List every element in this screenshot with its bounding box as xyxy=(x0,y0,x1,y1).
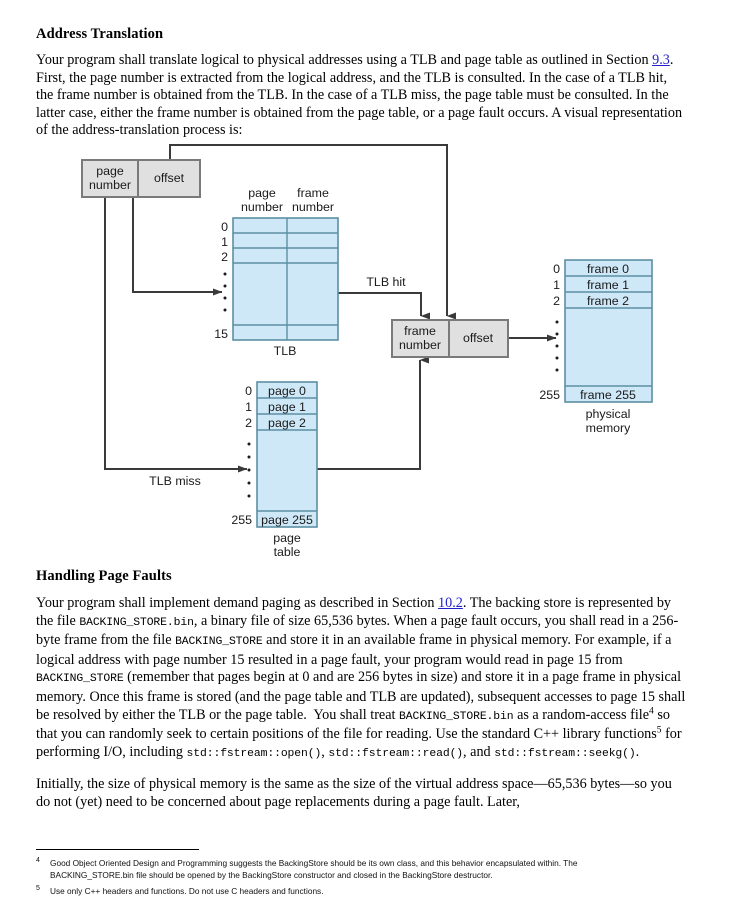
page-table-row-1: page 1 xyxy=(268,400,306,414)
paragraph-handling-page-faults: Your program shall implement demand paging as described in Section 10.2. The backing store is represented by the file BACKING_STORE.bin, a binary file of size 65,536 bytes. When a page fault occurs, you shall read in a 256-byte frame from the file BACKING_STORE and store it in an available frame in physical memory. For example, if a logical address with page number 15 resulted in a page fault, your program would read in page 15 from BACKING_STORE (remember that pages begin at 0 and are 256 bytes in size) and store it in a page frame in physical memory. Once this frame is stored (and the page table and TLB are updated), subsequent accesses to page 15 shall be resolved by either the TLB or the page table. You shall treat BACKING_STORE.bin as a random-access file$^4$ so that you can randomly seek to certain positions of the file for reading. Use the standard C++ library functions$^5$ for performing I/O, including std::fstream::open(), std::fstream::read(), and std::fstream::seekg(). xyxy=(36,595,686,760)
tlb-row-label-0: 0 xyxy=(221,220,228,234)
page-table-index-0: 0 xyxy=(245,384,252,398)
footnote-separator xyxy=(36,849,199,850)
footnote-5-marker: 5 xyxy=(36,885,40,892)
footnote-4-marker: 4 xyxy=(36,857,40,864)
physical-memory-index-1: 1 xyxy=(553,278,560,292)
page-table-ellipsis xyxy=(248,443,251,498)
page-table-row-255: page 255 xyxy=(261,513,313,527)
footnote-5 xyxy=(36,883,696,897)
tlb-miss-label: TLB miss xyxy=(149,474,201,488)
tlb-row-label-1: 1 xyxy=(221,235,228,249)
physical-offset-label: offset xyxy=(462,331,494,345)
tlb-row-label-15: 15 xyxy=(214,327,228,341)
page-table xyxy=(231,382,317,559)
logical-page-number-label-line1: page xyxy=(96,164,124,178)
physical-memory-row-2: frame 2 xyxy=(586,294,630,308)
tlb-col2-header-line2: number xyxy=(291,200,335,214)
page-table-caption-line2: table xyxy=(273,545,301,559)
logical-offset-label: offset xyxy=(153,171,185,185)
physical-memory-row-255: frame 255 xyxy=(580,388,636,402)
physical-memory-caption-line2: memory xyxy=(585,421,631,435)
paragraph-physical-memory-size: Initially, the size of physical memory is the same as the size of the virtual address space—65,536 bytes—so you do not (yet) need to be concerned about page replacements during a page fault. Later, xyxy=(36,776,672,810)
physical-memory-index-2: 2 xyxy=(553,294,560,308)
tlb-col1-header-line2: number xyxy=(240,200,284,214)
physical-address-box xyxy=(392,320,508,357)
heading-handling-page-faults: Handling Page Faults xyxy=(36,568,172,584)
tlb-row-label-2: 2 xyxy=(221,250,228,264)
page-table-index-2: 2 xyxy=(245,416,252,430)
page-table-caption-line1: page xyxy=(273,531,301,545)
page-table-index-1: 1 xyxy=(245,400,252,414)
physical-memory xyxy=(539,260,652,435)
tlb-table xyxy=(214,186,338,358)
footnote-4 xyxy=(36,855,696,882)
tlb-row-ellipsis xyxy=(224,273,227,312)
tlb-caption: TLB xyxy=(273,344,297,358)
physical-memory-ellipsis xyxy=(556,321,559,372)
logical-address-box xyxy=(82,160,200,197)
footnote-5-line1: Use only C++ headers and functions. Do not use C headers and functions. xyxy=(50,885,324,896)
footnote-4-line1: Good Object Oriented Design and Programming suggests the BackingStore should be its own class, and this behavior encapsulated within. The xyxy=(50,857,578,868)
physical-frame-number-label-line2: number xyxy=(398,338,442,352)
page-table-row-2: page 2 xyxy=(268,416,306,430)
page-table-row-0: page 0 xyxy=(268,384,306,398)
tlb-col2-header-line1: frame xyxy=(297,186,329,200)
physical-memory-caption-line1: physical xyxy=(585,407,631,421)
physical-memory-index-0: 0 xyxy=(553,262,560,276)
physical-memory-row-0: frame 0 xyxy=(586,262,630,276)
page-table-index-255: 255 xyxy=(231,513,252,527)
tlb-col1-header-line1: page xyxy=(248,186,276,200)
address-translation-diagram xyxy=(0,140,735,565)
logical-page-number-label-line2: number xyxy=(88,178,132,192)
tlb-hit-label: TLB hit xyxy=(366,275,406,289)
footnote-4-line2: BACKING_STORE.bin file should be opened by the BackingStore constructor and closed in the BackingStore destructor. xyxy=(50,870,493,881)
heading-address-translation: Address Translation xyxy=(36,26,164,42)
physical-memory-row-1: frame 1 xyxy=(586,278,630,292)
paragraph-address-translation: Your program shall translate logical to physical addresses using a TLB and page table as outlined in Section 9.3. First, the page number is extracted from the logical address, and the TLB is consulted. In the case of a TLB hit, the frame number is obtained from the TLB. In the case of a TLB miss, the page table must be consulted. In the latter case, either the frame number is obtained from the page table, or a page fault occurs. A visual representation of the address-translation process is: xyxy=(36,52,683,139)
physical-memory-index-255: 255 xyxy=(539,388,560,402)
physical-frame-number-label-line1: frame xyxy=(404,324,436,338)
